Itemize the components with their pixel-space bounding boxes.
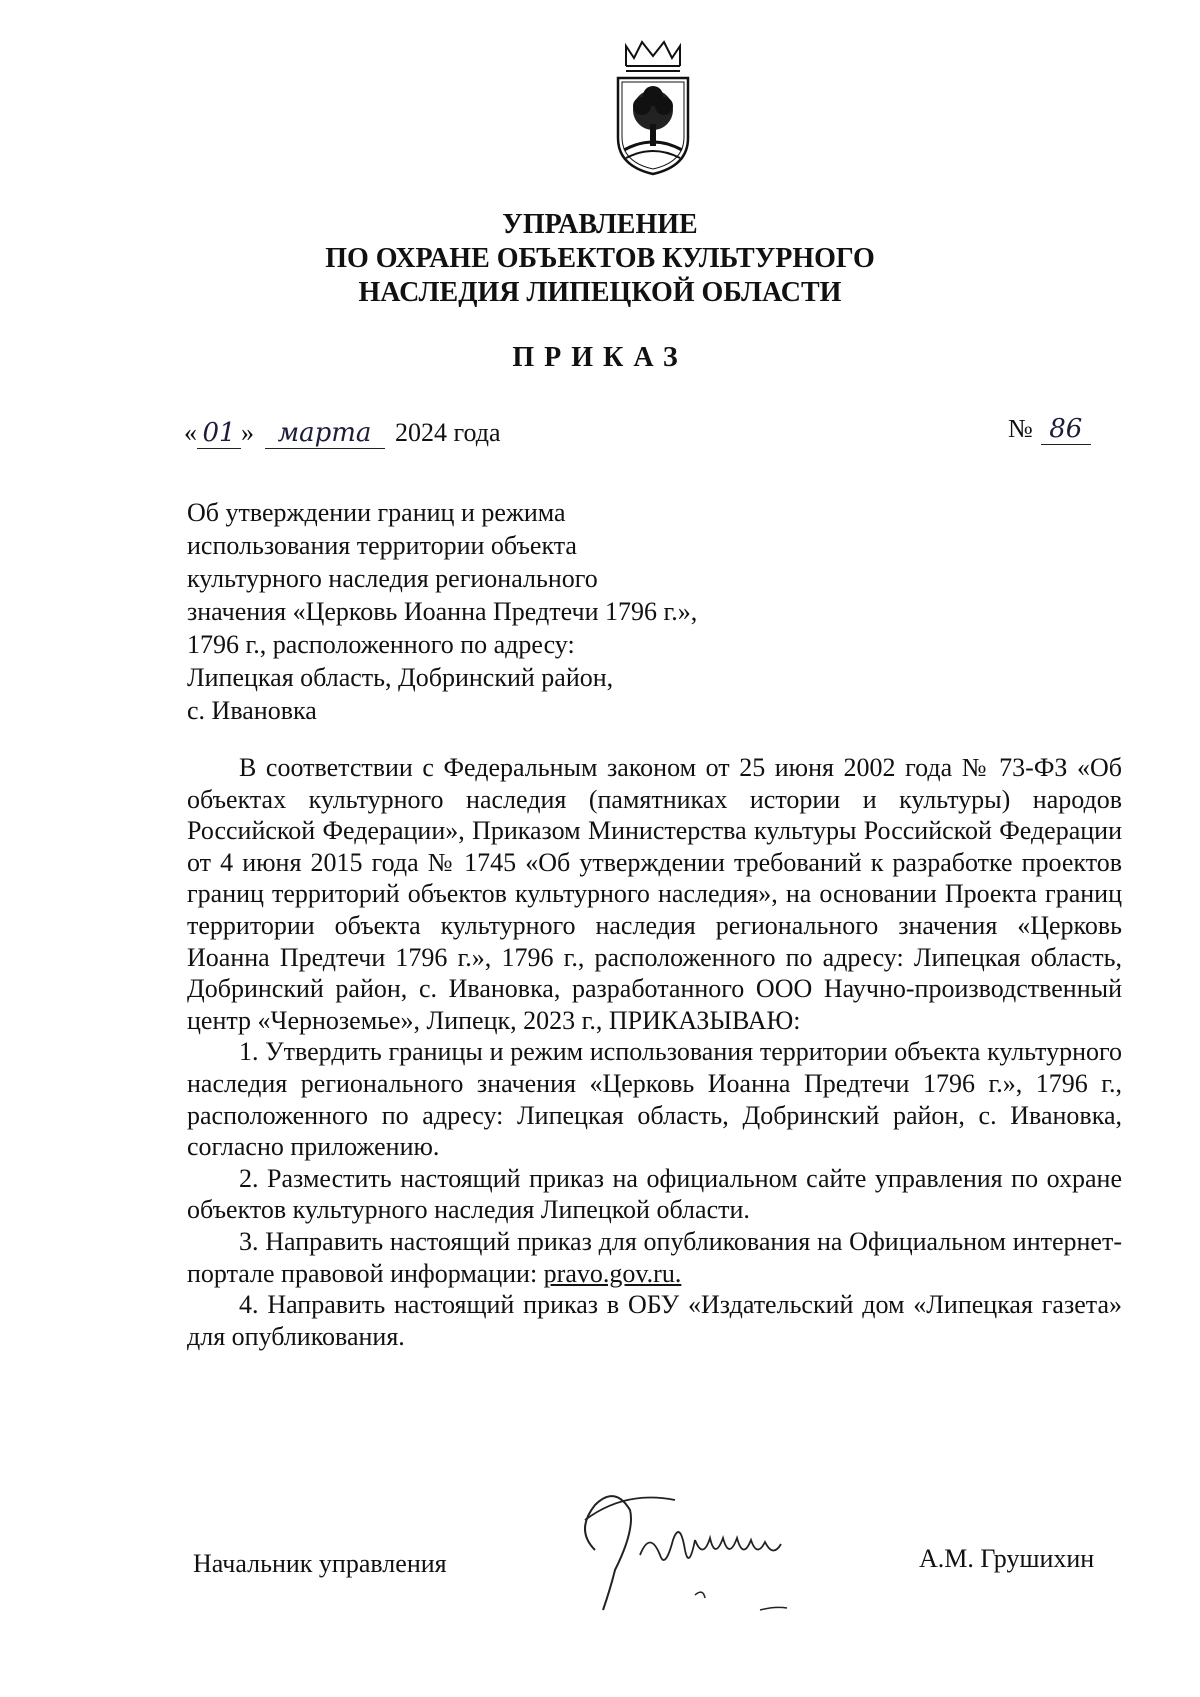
handwritten-signature bbox=[555, 1460, 845, 1620]
document-date bbox=[184, 418, 501, 449]
document-number bbox=[1008, 414, 1091, 445]
order-item-1: 1. Утвердить границы и режим использования территории объекта культурного наследия регионального значения «Церковь Иоанна Предтечи 1796 г.», 1796 г., расположенного по адресу: Липецкая область, Добринский район, с. Ивановка, согласно приложению. bbox=[187, 1037, 1122, 1162]
document-type-title: ПРИКАЗ bbox=[512, 342, 688, 373]
subject-line: Об утверждении границ и режима bbox=[187, 498, 566, 527]
signatory-title: Начальник управления bbox=[193, 1549, 447, 1578]
org-line-2: ПО ОХРАНЕ ОБЪЕКТОВ КУЛЬТУРНОГО bbox=[325, 243, 875, 274]
document-body bbox=[187, 752, 1122, 1352]
order-item-2: 2. Разместить настоящий приказ на официальном сайте управления по охране объектов культурного наследия Липецкой области. bbox=[187, 1163, 1122, 1225]
order-item-3-text: 3. Направить настоящий приказ для опубликования на Официальном интернет-портале правовой информации: bbox=[187, 1226, 1122, 1288]
subject-line: значения «Церковь Иоанна Предтечи 1796 г.», bbox=[187, 597, 698, 626]
subject-line: Липецкая область, Добринский район, bbox=[187, 663, 614, 692]
date-day-handwritten: 01 bbox=[197, 418, 241, 449]
organization-name bbox=[300, 208, 900, 310]
org-line-1: УПРАВЛЕНИЕ bbox=[502, 209, 698, 240]
document-subject bbox=[187, 496, 787, 727]
signatory-name: А.М. Грушихин bbox=[919, 1544, 1095, 1573]
subject-line: использования территории объекта bbox=[187, 531, 577, 560]
number-value-handwritten: 86 bbox=[1041, 414, 1091, 445]
date-year: 2024 года bbox=[395, 418, 501, 447]
org-line-3: НАСЛЕДИЯ ЛИПЕЦКОЙ ОБЛАСТИ bbox=[358, 277, 842, 308]
preamble-paragraph: В соответствии с Федеральным законом от 25 июня 2002 года № 73-ФЗ «Об объектах культурного наследия (памятниках истории и культуры) народов Российской Федерации», Приказом Министерства культуры Российской Федерации от 4 июня 2015 года № 1745 «Об утверждении требований к разработке проектов границ территорий объектов культурного наследия», на основании Проекта границ территории объекта культурного наследия регионального значения «Церковь Иоанна Предтечи 1796 г.», 1796 г., расположенного по адресу: Липецкая область, Добринский район, с. Ивановка, разработанного ООО Научно-производственный центр «Черноземье», Липецк, 2023 г., ПРИКАЗЫВАЮ: bbox=[187, 753, 1122, 1035]
date-open-quote: « bbox=[184, 418, 197, 447]
pravo-link[interactable]: pravo.gov.ru. bbox=[543, 1258, 682, 1288]
subject-line: 1796 г., расположенного по адресу: bbox=[187, 630, 575, 659]
order-item-4: 4. Направить настоящий приказ в ОБУ «Издательский дом «Липецкая газета» для опубликования. bbox=[187, 1290, 1122, 1351]
subject-line: культурного наследия регионального bbox=[187, 564, 598, 593]
number-label: № bbox=[1008, 414, 1033, 443]
date-close-quote: » bbox=[241, 418, 254, 447]
date-month-handwritten: марта bbox=[265, 418, 385, 449]
coat-of-arms-icon bbox=[612, 38, 694, 178]
subject-line: с. Ивановка bbox=[187, 696, 317, 725]
order-item-3 bbox=[187, 1226, 1122, 1289]
